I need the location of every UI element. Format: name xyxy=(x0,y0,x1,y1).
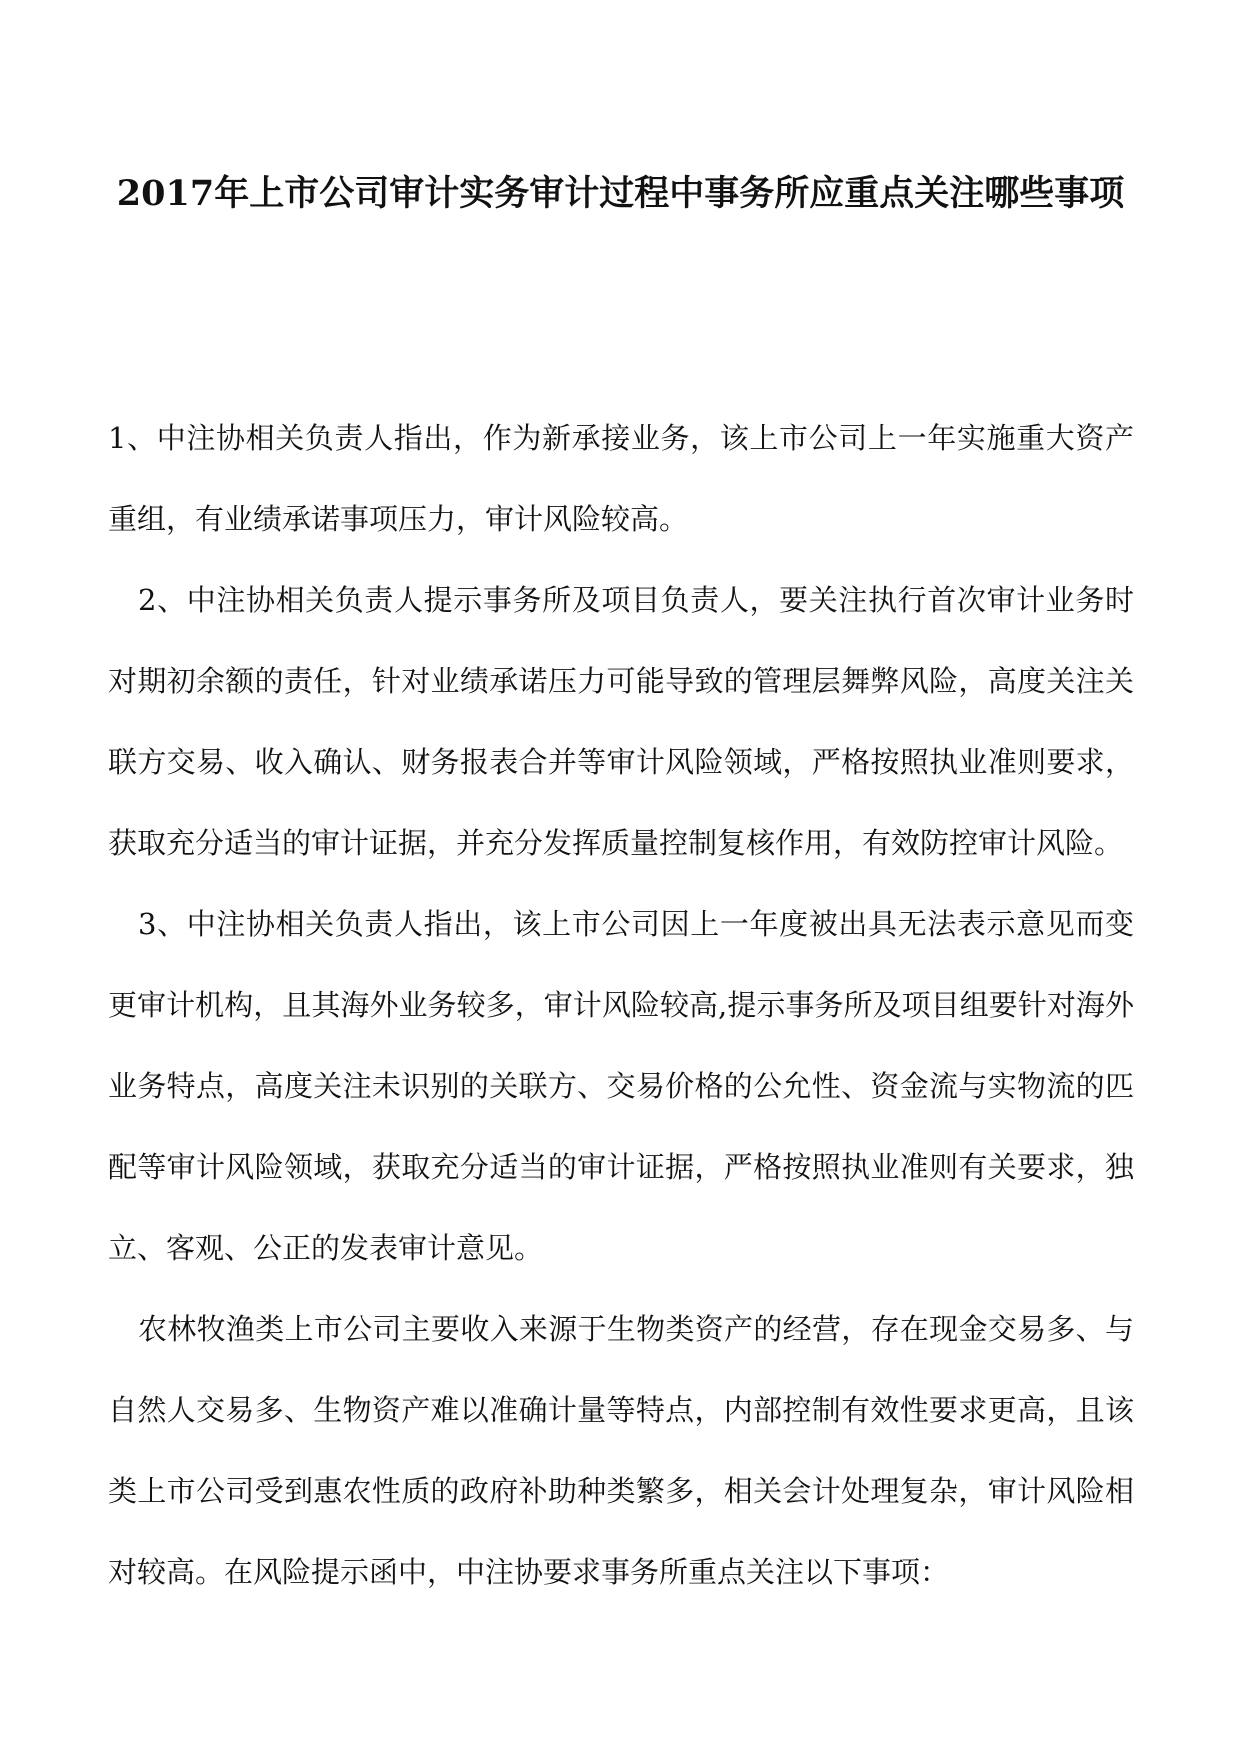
paragraph-2: 2、中注协相关负责人提示事务所及项目负责人，要关注执行首次审计业务时对期初余额的责任，针对业绩承诺压力可能导致的管理层舞弊风险，高度关注关联方交易、收入确认、财务报表合并等审计风险领域，严格按照执业准则要求，获取充分适当的审计证据，并充分发挥质量控制复核作用，有效防控审计风险。 xyxy=(108,583,1134,860)
paragraph-4: 农林牧渔类上市公司主要收入来源于生物类资产的经营，存在现金交易多、与自然人交易多、生物资产难以准确计量等特点，内部控制有效性要求更高，且该类上市公司受到惠农性质的政府补助种类繁多，相关会计处理复杂，审计风险相对较高。在风险提示函中，中注协要求事务所重点关注以下事项： xyxy=(108,1312,1134,1589)
paragraph-3: 3、中注协相关负责人指出，该上市公司因上一年度被出具无法表示意见而变更审计机构，且其海外业务较多，审计风险较高,提示事务所及项目组要针对海外业务特点，高度关注未识别的关联方、交易价格的公允性、资金流与实物流的匹配等审计风险领域，获取充分适当的审计证据，严格按照执业准则有关要求，独立、客观、公正的发表审计意见。 xyxy=(108,907,1134,1265)
document-title: 2017年上市公司审计实务审计过程中事务所应重点关注哪些事项 xyxy=(116,173,1125,214)
document-body xyxy=(108,398,1134,1613)
paragraph-1: 1、中注协相关负责人指出，作为新承接业务，该上市公司上一年实施重大资产重组，有业绩承诺事项压力，审计风险较高。 xyxy=(108,421,1134,536)
